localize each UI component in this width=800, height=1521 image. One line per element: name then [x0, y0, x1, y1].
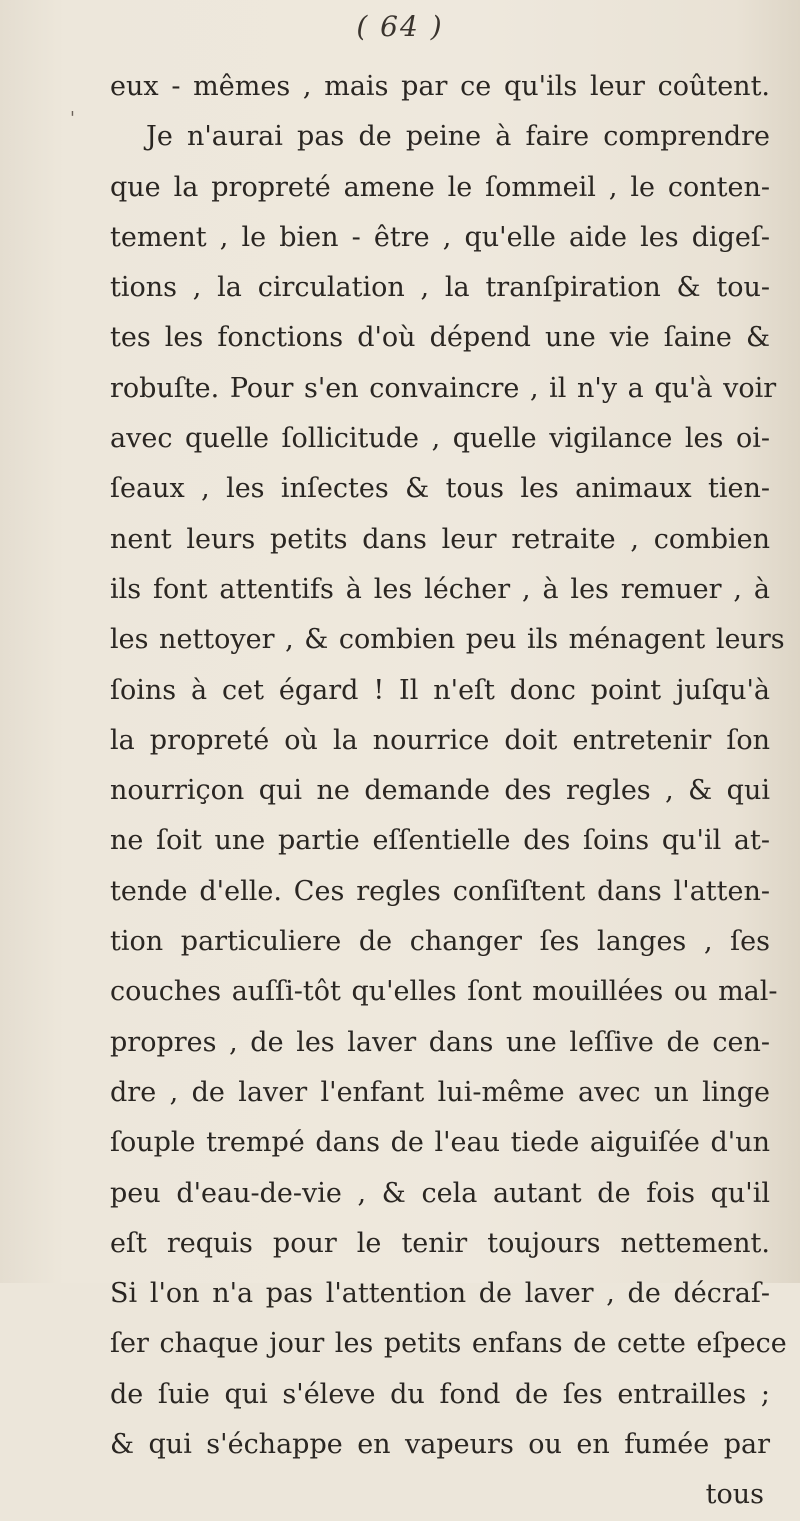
catchword: tous	[705, 1479, 764, 1511]
margin-mark: '	[70, 108, 75, 129]
body-text	[110, 62, 787, 1521]
text-line: les nettoyer , & combien peu ils ménagent leurs	[110, 624, 785, 656]
text-line: robuſte. Pour s'en convaincre , il n'y a qu'à voir	[110, 372, 777, 404]
text-line: ſer chaque jour les petits enfans de cette eſpece	[110, 1328, 787, 1360]
text-line: eſt requis pour le tenir toujours nettement.	[110, 1227, 770, 1259]
text-line: de ſuie qui s'éleve du fond de ſes entrailles ;	[110, 1378, 770, 1410]
text-line: ſouple trempé dans de l'eau tiede aiguiſée d'un	[110, 1127, 770, 1159]
text-line: peu d'eau-de-vie , & cela autant de fois qu'il	[110, 1177, 770, 1209]
text-line: ne ſoit une partie eſſentielle des ſoins qu'il at-	[110, 825, 770, 857]
text-line: nent leurs petits dans leur retraite , combien	[110, 523, 770, 555]
text-line: eux - mêmes , mais par ce qu'ils leur coûtent.	[110, 71, 770, 102]
text-line: que la propreté amene le ſommeil , le conten-	[110, 171, 770, 203]
text-line: Si l'on n'a pas l'attention de laver , de décraſ-	[110, 1278, 770, 1310]
text-line: la propreté où la nourrice doit entretenir ſon	[110, 724, 770, 756]
text-line: nourriçon qui ne demande des regles , & qui	[110, 775, 770, 807]
text-line: tement , le bien - être , qu'elle aide les digeſ-	[110, 221, 770, 253]
text-line: tes les fonctions d'où dépend une vie ſaine &	[110, 322, 770, 354]
text-line: tende d'elle. Ces regles conſiſtent dans l'atten-	[110, 875, 770, 907]
text-line: ſeaux , les inſectes & tous les animaux tien-	[110, 473, 770, 505]
text-line: dre , de laver l'enfant lui-même avec un linge	[110, 1076, 770, 1108]
text-line: propres , de les laver dans une leſſive de cen-	[110, 1026, 770, 1058]
text-line: & qui s'échappe en vapeurs ou en fumée par	[110, 1429, 770, 1461]
text-line: couches auſſi-tôt qu'elles ſont mouillées ou mal-	[110, 976, 778, 1008]
page-number: ( 64 )	[356, 10, 444, 43]
text-line: ſoins à cet égard ! Il n'eſt donc point juſqu'à	[110, 674, 770, 706]
text-line: Je n'aurai pas de peine à faire comprendre	[146, 121, 770, 153]
text-line: ils font attentifs à les lécher , à les remuer , à	[110, 573, 770, 605]
text-line: tion particuliere de changer ſes langes , ſes	[110, 926, 770, 958]
text-line: avec quelle ſollicitude , quelle vigilance les oi-	[110, 423, 770, 455]
text-line: tions , la circulation , la tranſpiration & tou-	[110, 272, 770, 304]
